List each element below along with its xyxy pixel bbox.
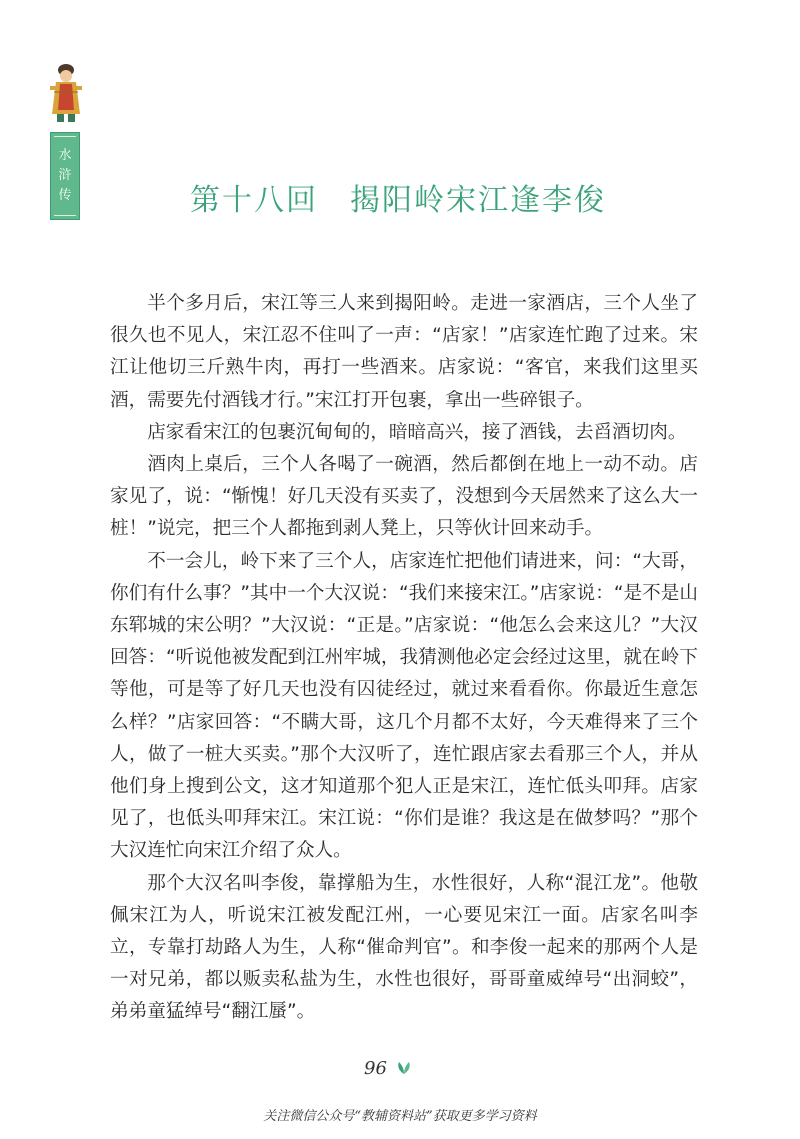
page-number: 96 (364, 1057, 387, 1079)
leaf-icon (395, 1061, 413, 1075)
hero-figure-illustration (46, 62, 86, 124)
book-title-char: 水 (58, 148, 72, 163)
book-title-tab (50, 132, 80, 220)
paragraph: 店家看宋江的包裹沉甸甸的，暗暗高兴，接了酒钱，去舀酒切肉。 (147, 421, 687, 443)
footer-note: 关注微信公众号“教辅资料站”获取更多学习资料 (263, 1109, 537, 1124)
paragraph: 酒肉上桌后，三个人各喝了一碗酒，然后都倒在地上一动不动。店家见了，说：“惭愧！好几天没有买卖了，没想到今天居然来了这么大一桩！”说完，把三个人都拖到剥人凳上，只等伙计回来动手。 (110, 454, 698, 540)
paragraph: 不一会儿，岭下来了三个人，店家连忙把他们请进来，问：“大哥，你们有什么事？”其中一个大汉说：“我们来接宋江。”店家说：“是不是山东郓城的宋公明？”大汉说：“正是。”店家说：“他怎么会来这儿？”大汉回答：“听说他被发配到江州牢城，我猜测他必定会经过这里，就在岭下等他，可是等了好几天也没有囚徒经过，就过来看看你。你最近生意怎么样？”店家回答：“不瞒大哥，这几个月都不太好，今天难得来了三个人，做了一桩大买卖。”那个大汉听了，连忙跟店家去看那三个人，并从他们身上搜到公文，这才知道那个犯人正是宋江，连忙低头叩拜。店家见了，也低头叩拜宋江。宋江说：“你们是谁？我这是在做梦吗？”那个大汉连忙向宋江介绍了众人。 (110, 550, 698, 862)
paragraph: 那个大汉名叫李俊，靠撑船为生，水性很好，人称“混江龙”。他敬佩宋江为人，听说宋江被发配江州，一心要见宋江一面。店家名叫李立，专靠打劫路人为生，人称“催命判官”。和李俊一起来的那两个人是一对兄弟，都以贩卖私盐为生，水性也很好，哥哥童威绰号“出洞蛟”，弟弟童猛绰号“翻江蜃”。 (110, 872, 698, 1023)
book-title-char: 传 (58, 188, 72, 203)
body-text (110, 288, 698, 1029)
page-number-area (364, 1056, 444, 1080)
book-title-char: 浒 (58, 168, 72, 183)
chapter-title: 第十八回 揭阳岭宋江逢李俊 (190, 183, 606, 218)
paragraph: 半个多月后，宋江等三人来到揭阳岭。走进一家酒店，三个人坐了很久也不见人，宋江忍不住叫了一声：“店家！”店家连忙跑了过来。宋江让他切三斤熟牛肉，再打一些酒来。店家说：“客官，来我们这里买酒，需要先付酒钱才行。”宋江打开包裹，拿出一些碎银子。 (110, 293, 698, 411)
